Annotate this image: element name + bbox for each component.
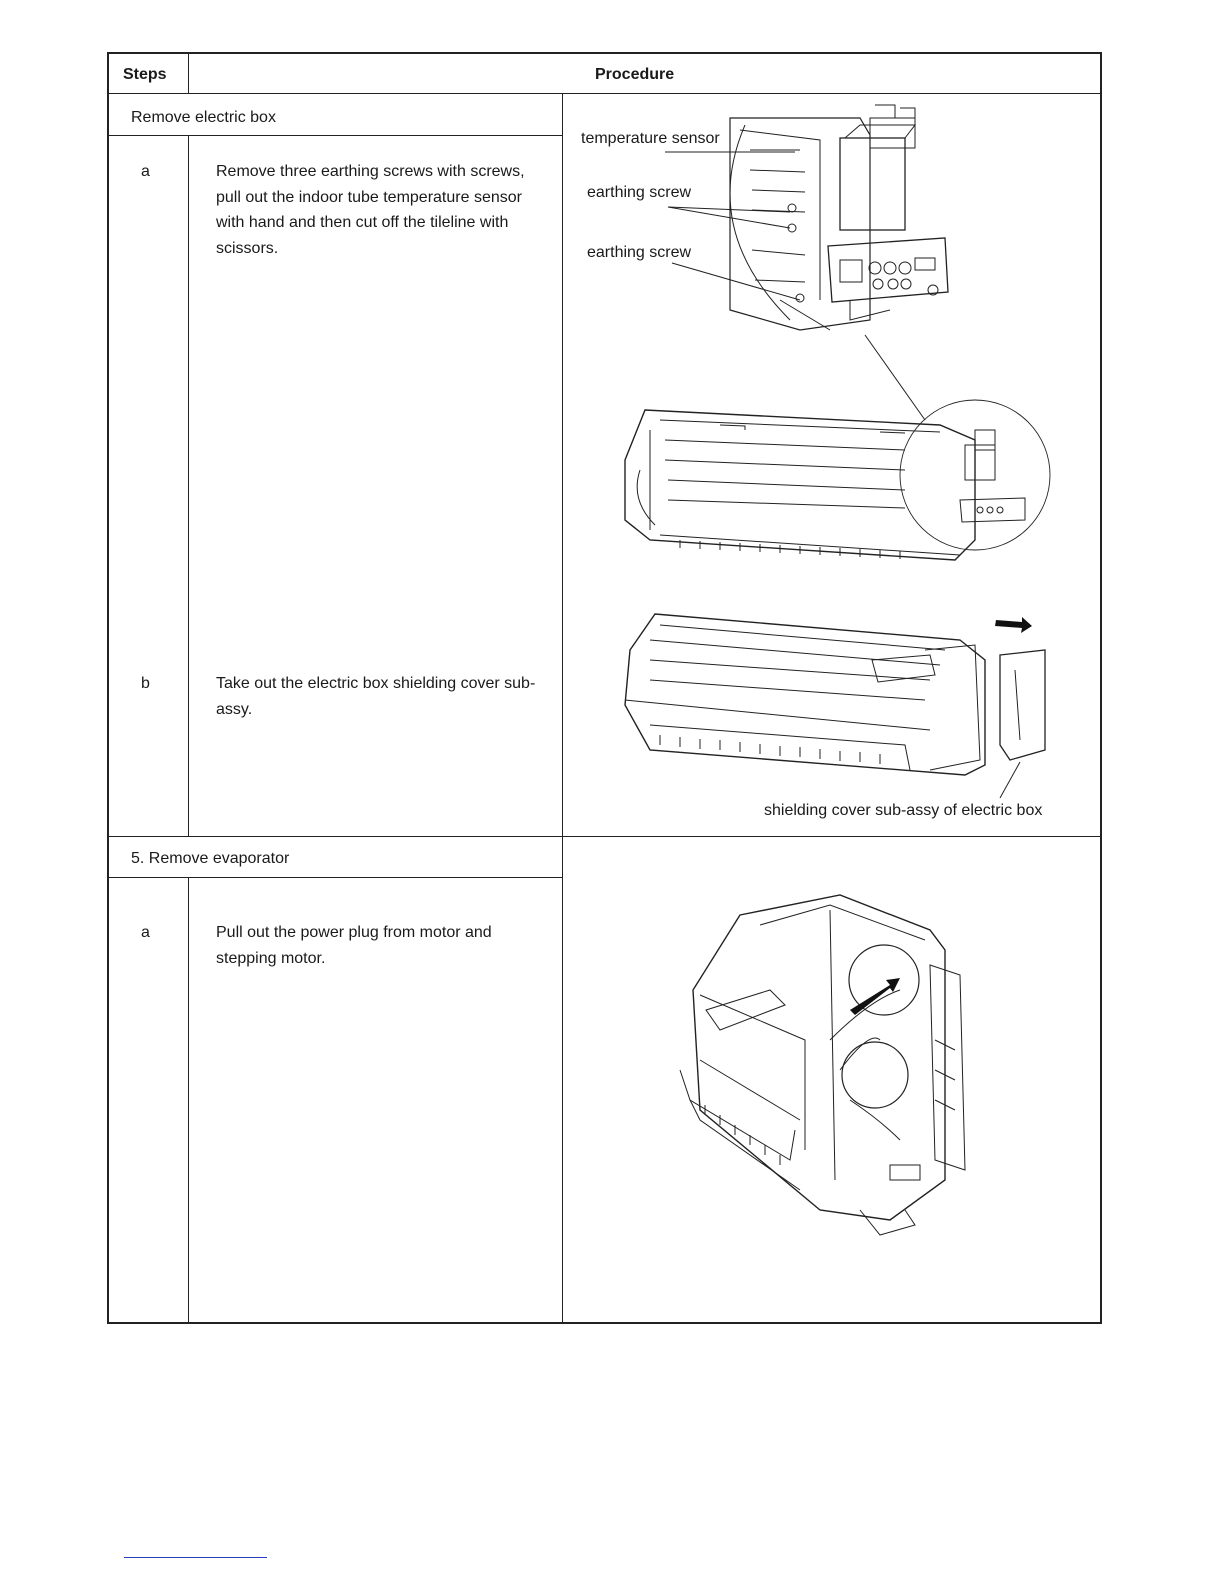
arrow-icon bbox=[995, 617, 1032, 633]
step-a-line-1: Remove three earthing screws with screws, bbox=[216, 163, 525, 180]
table-border-bottom bbox=[107, 1322, 1102, 1324]
step-b-line-2: assy. bbox=[216, 700, 253, 718]
evap-step-a-line-1: Pull out the power plug from motor and bbox=[216, 924, 492, 941]
plug-arrow-icon bbox=[850, 978, 900, 1015]
section1-title-divider bbox=[107, 135, 563, 136]
footer-link-underline bbox=[124, 1557, 267, 1558]
section-title-remove-evaporator: 5. Remove evaporator bbox=[131, 850, 290, 867]
col-divider-text-image bbox=[562, 93, 563, 1323]
table-border-right bbox=[1100, 52, 1102, 1324]
section-title-remove-electric-box: Remove electric box bbox=[131, 109, 276, 126]
evap-step-a-id: a bbox=[141, 924, 150, 941]
label-temperature-sensor: temperature sensor bbox=[581, 130, 720, 147]
header-divider bbox=[107, 93, 1102, 94]
steps-col-divider-2 bbox=[188, 877, 189, 1323]
header-col-divider bbox=[188, 52, 189, 94]
evap-step-a-line-2: stepping motor. bbox=[216, 949, 326, 967]
steps-col-divider-1 bbox=[188, 135, 189, 837]
step-b-id: b bbox=[141, 675, 150, 692]
section2-title-divider bbox=[107, 877, 563, 878]
evap-step-a-text bbox=[216, 920, 492, 971]
step-a-text bbox=[216, 159, 525, 261]
header-procedure: Procedure bbox=[595, 66, 675, 83]
label-earthing-screw-1: earthing screw bbox=[587, 184, 692, 201]
label-earthing-screw-2: earthing screw bbox=[587, 244, 692, 261]
header-steps: Steps bbox=[123, 66, 167, 83]
label-shielding-cover: shielding cover sub-assy of electric box bbox=[764, 802, 1043, 819]
table-border-top bbox=[107, 52, 1102, 54]
step-a-line-2: pull out the indoor tube temperature sensor bbox=[216, 188, 522, 206]
step-a-id: a bbox=[141, 163, 150, 180]
step-a-line-4: scissors. bbox=[216, 239, 279, 257]
section-divider bbox=[107, 836, 1102, 837]
step-b-text bbox=[216, 671, 535, 722]
step-a-line-3: with hand and then cut off the tileline with bbox=[216, 214, 509, 231]
table-border-left bbox=[107, 52, 109, 1324]
step-b-line-1: Take out the electric box shielding cover sub- bbox=[216, 675, 536, 692]
